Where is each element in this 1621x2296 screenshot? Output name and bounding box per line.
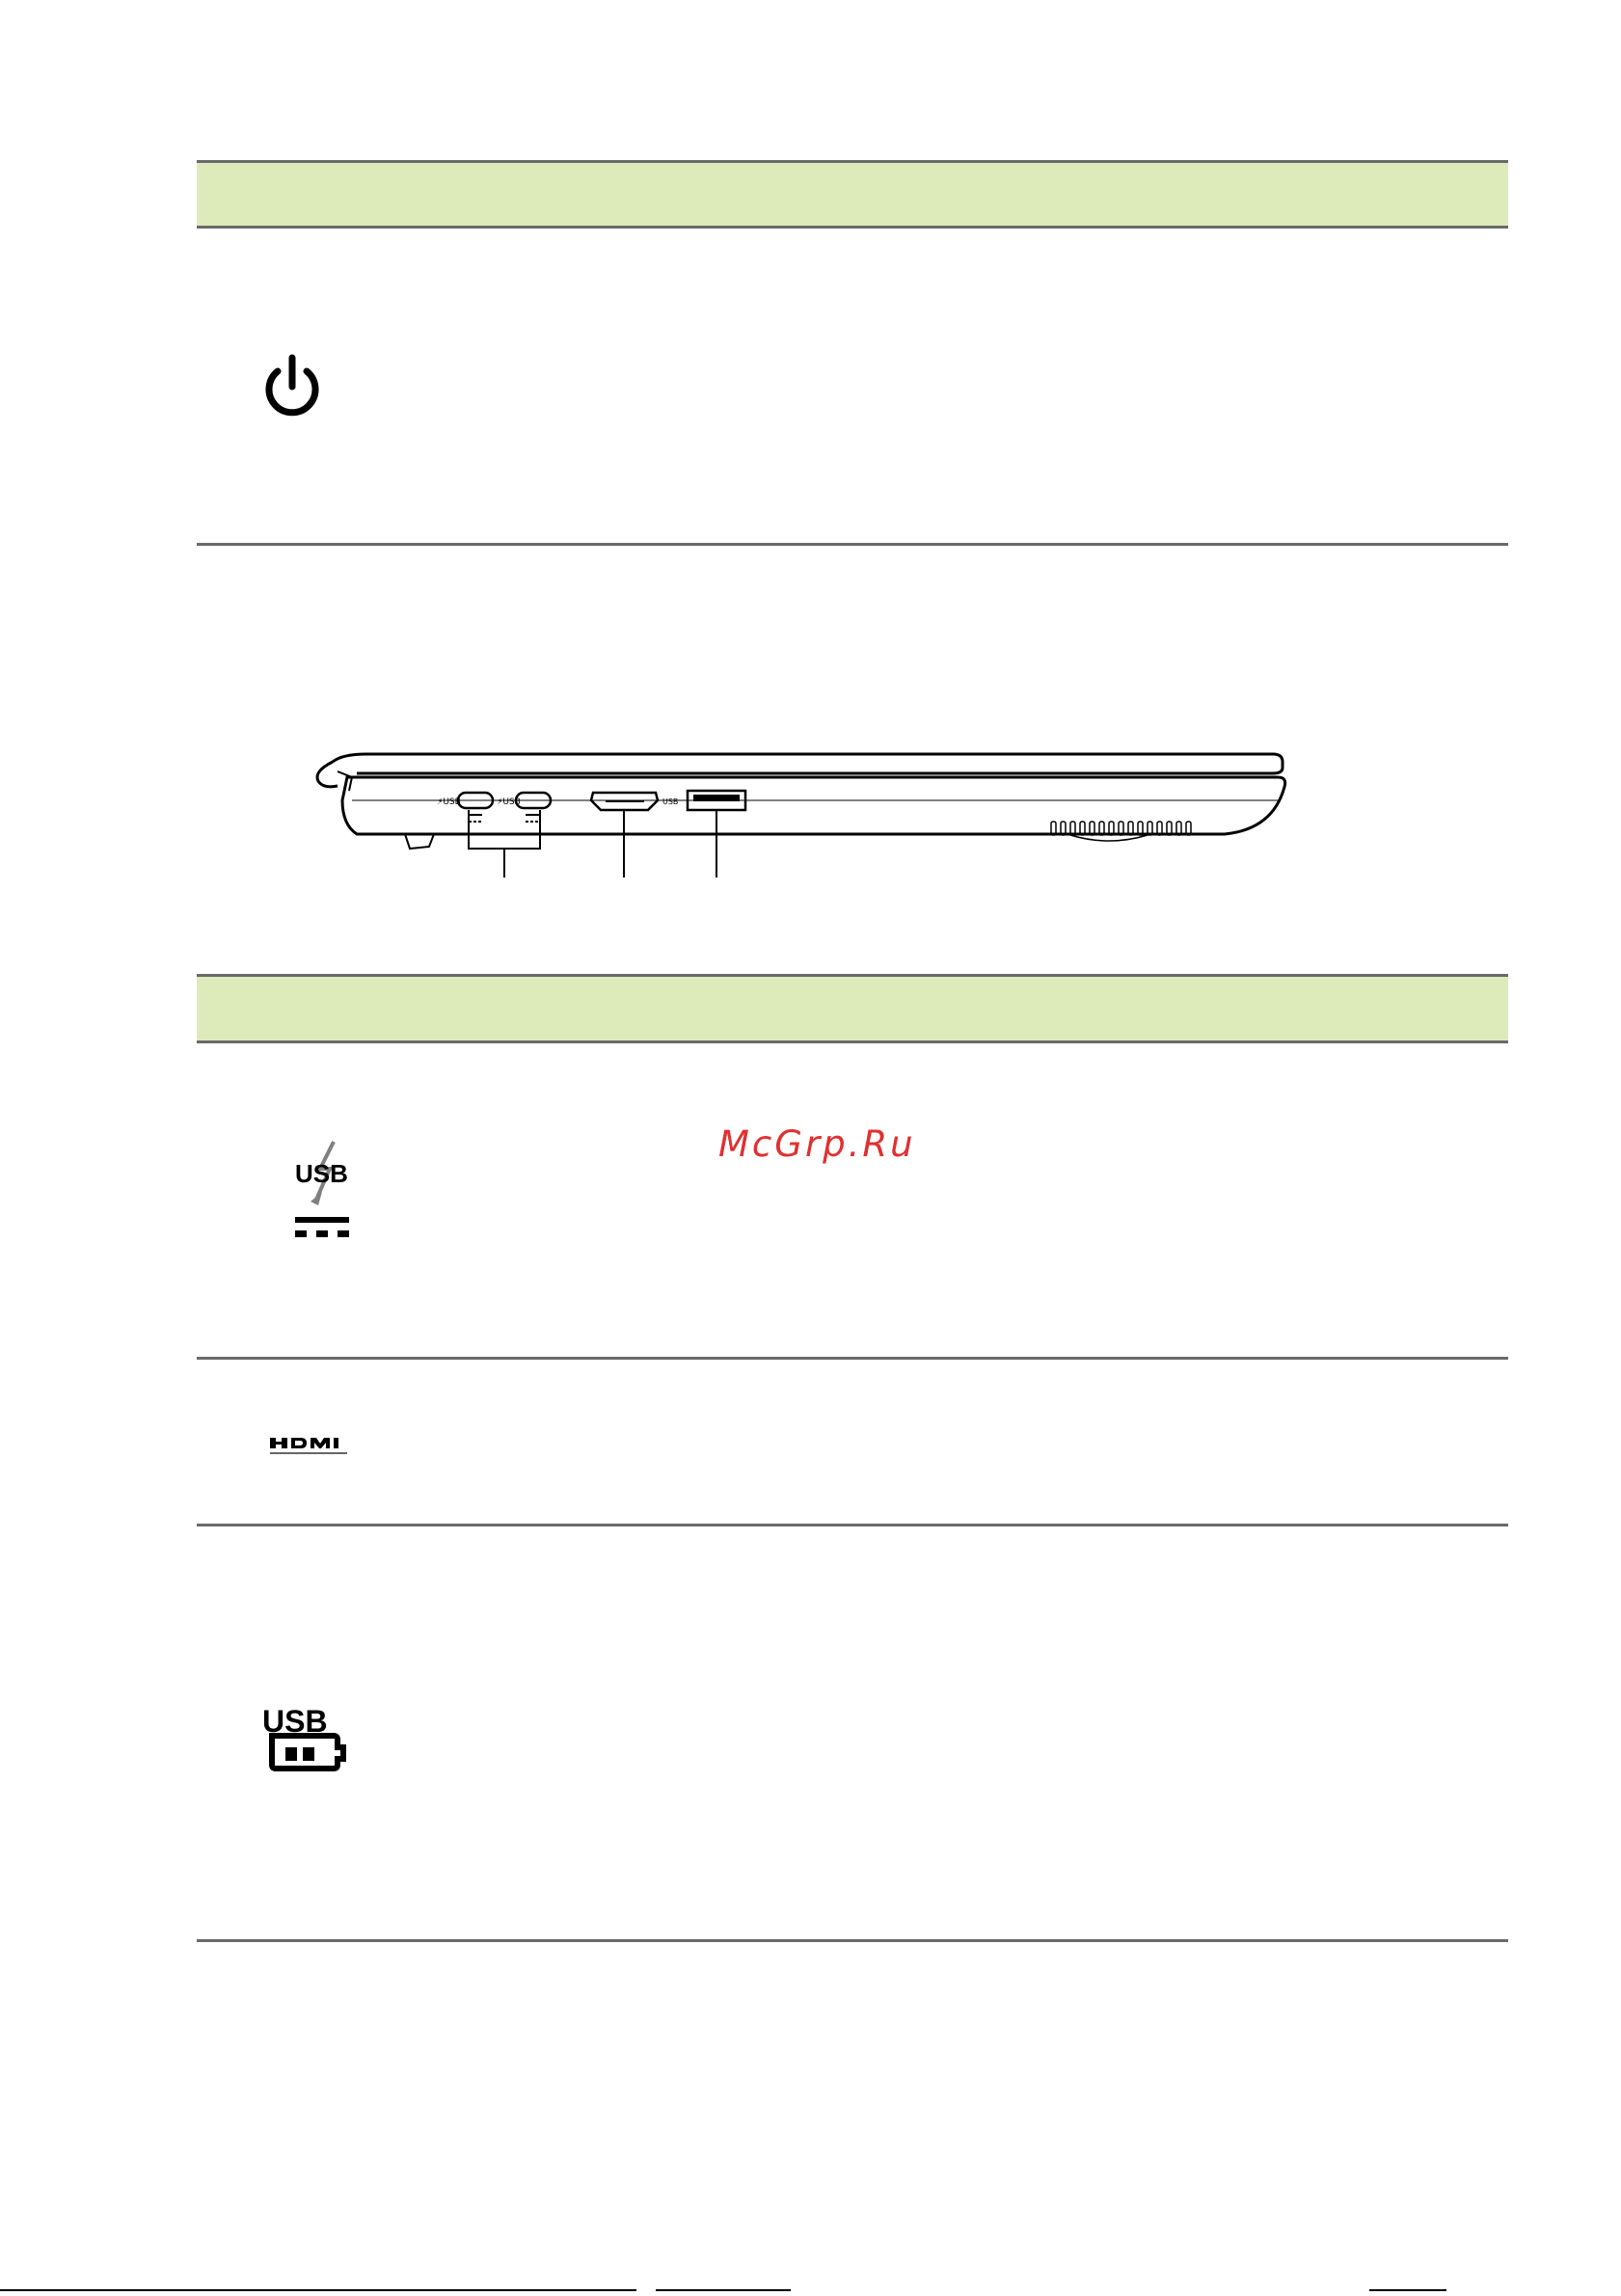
usb-power-charging-icon [260, 1705, 357, 1772]
hdmi-icon [268, 1432, 355, 1461]
footer-edge-line [0, 2289, 636, 2291]
table-1-top-rule [197, 160, 1508, 163]
footer-edge-line [1369, 2289, 1446, 2291]
svg-text:⚡USB: ⚡USB [497, 797, 521, 807]
svg-text:USB: USB [662, 797, 679, 806]
callout-lines [469, 810, 716, 878]
table-1-bottom-rule [197, 543, 1508, 546]
laptop-left-side-view [299, 743, 1292, 887]
power-icon [258, 352, 326, 419]
table-2-top-rule [197, 974, 1508, 977]
table-2-row-2-rule [197, 1524, 1508, 1526]
table-2-header-rule [197, 1040, 1508, 1043]
usb-c-port-1 [437, 793, 493, 822]
table-1-header-band [197, 162, 1508, 227]
watermark: McGrp.Ru [718, 1123, 916, 1165]
usb-c-thunderbolt-dc-icon [287, 1138, 365, 1263]
table-2-row-1-rule [197, 1357, 1508, 1360]
table-1-header-rule [197, 226, 1508, 229]
usb-c-port-2 [497, 793, 551, 822]
hdmi-port [591, 793, 678, 810]
usb-a-port [688, 791, 745, 810]
air-vents [1051, 822, 1191, 841]
table-2-header-band [197, 976, 1508, 1040]
table-2-bottom-rule [197, 1939, 1508, 1942]
footer-edge-line [656, 2289, 791, 2291]
svg-text:⚡USB: ⚡USB [437, 797, 461, 807]
svg-text:USB: USB [262, 1705, 328, 1739]
svg-text:USB: USB [295, 1159, 348, 1188]
